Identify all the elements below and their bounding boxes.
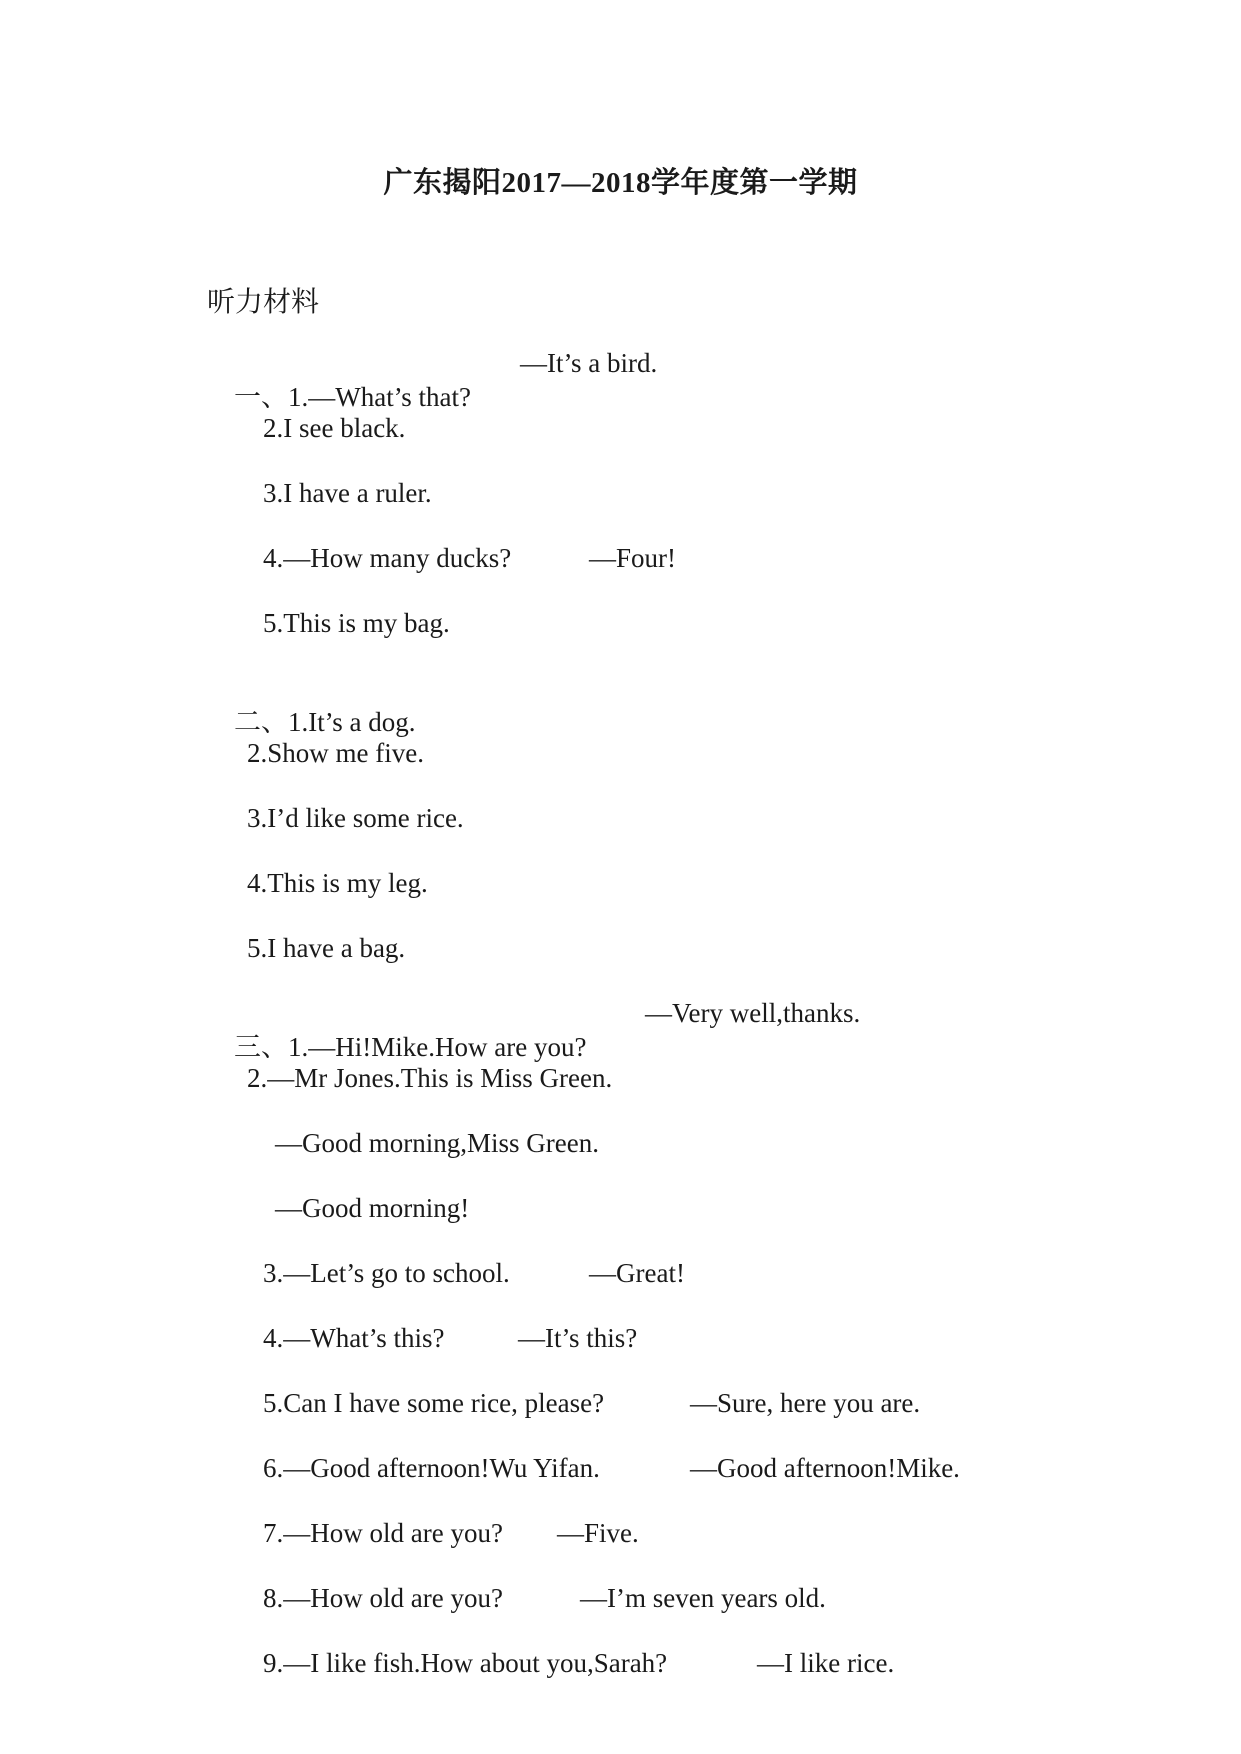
section-3-item-5: 5.Can I have some rice, please? [263, 1388, 605, 1418]
section-2-item-2: 2.Show me five. [247, 738, 424, 768]
item-question: 1.It’s a dog. [288, 707, 416, 737]
section-1-item-5: 5.This is my bag. [263, 608, 450, 638]
section-3-item-9-answer: —I like rice. [757, 1648, 895, 1678]
section-3-item-6-answer: —Good afternoon!Mike. [690, 1453, 960, 1483]
section-3-item-1-answer: —Very well,thanks. [645, 998, 861, 1028]
section-3-item-7-answer: —Five. [557, 1518, 639, 1548]
section-2-item-4: 4.This is my leg. [247, 868, 428, 898]
section-2-marker: 二、 [234, 707, 288, 737]
section-3-item-2-reply-1: —Good morning,Miss Green. [275, 1128, 599, 1158]
page-title: 广东揭阳2017—2018学年度第一学期 [383, 167, 858, 199]
section-2-item-3: 3.I’d like some rice. [247, 803, 464, 833]
section-3-item-5-answer: —Sure, here you are. [690, 1388, 921, 1418]
section-3-marker: 三、 [234, 1032, 288, 1062]
section-3-item-8-answer: —I’m seven years old. [580, 1583, 826, 1613]
section-3-item-8: 8.—How old are you? [263, 1583, 503, 1613]
section-3-item-4-answer: —It’s this? [518, 1323, 638, 1353]
section-3-item-3: 3.—Let’s go to school. [263, 1258, 510, 1288]
section-1-item-3: 3.I have a ruler. [263, 478, 432, 508]
section-3-item-2: 2.—Mr Jones.This is Miss Green. [247, 1063, 613, 1093]
section-3-item-2-reply-2: —Good morning! [275, 1193, 470, 1223]
section-3-item-6: 6.—Good afternoon!Wu Yifan. [263, 1453, 600, 1483]
section-1-marker: 一、 [234, 382, 288, 412]
section-3-item-4: 4.—What’s this? [263, 1323, 445, 1353]
section-1-item-1-answer: —It’s a bird. [520, 348, 658, 378]
item-question: 1.—What’s that? [288, 382, 471, 412]
section-1-item-4-answer: —Four! [589, 543, 676, 573]
section-1-item-2: 2.I see black. [263, 413, 406, 443]
section-3-item-7: 7.—How old are you? [263, 1518, 503, 1548]
section-heading-listening: 听力材料 [207, 287, 320, 318]
section-2-item-5: 5.I have a bag. [247, 933, 406, 963]
section-1-item-4: 4.—How many ducks? [263, 543, 512, 573]
section-3-item-3-answer: —Great! [589, 1258, 685, 1288]
section-3-item-9: 9.—I like fish.How about you,Sarah? [263, 1648, 668, 1678]
item-question: 1.—Hi!Mike.How are you? [288, 1032, 587, 1062]
